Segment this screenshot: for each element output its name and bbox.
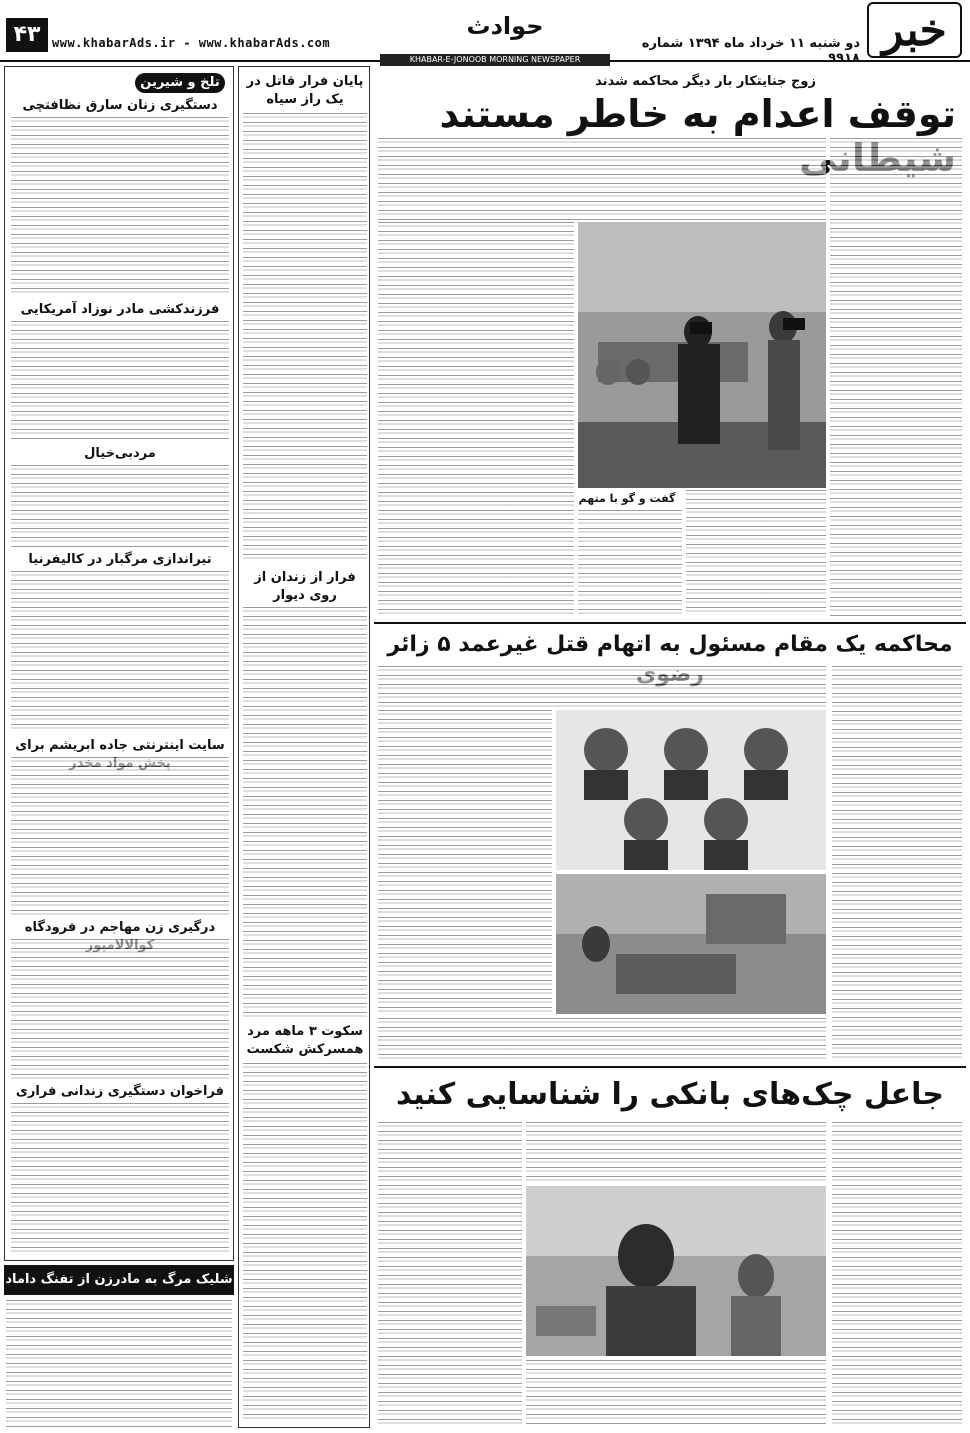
middle-title-1: پایان فرار قاتل در یک راز سیاه xyxy=(246,74,364,107)
lead-body-col-4 xyxy=(578,510,682,616)
sidebar-item-title: تیراندازی مرگبار در کالیفرنیا xyxy=(28,552,212,567)
lead-headline: توقف اعدام به خاطر مستند xyxy=(439,92,956,136)
accident-scene-image xyxy=(556,874,826,1014)
second-headline: محاکمه یک مقام مسئول به اتهام قتل غیرعمد ۵ زائر xyxy=(387,632,953,657)
middle-title-3: سکوت ۳ ماهه مرد همسر‌کش شکست xyxy=(246,1024,364,1057)
second-body-col-2 xyxy=(378,710,552,1014)
lead-body-top xyxy=(378,138,826,220)
lead-body-col-1 xyxy=(830,138,962,616)
sidebar-item-body xyxy=(11,117,229,297)
third-body-top xyxy=(526,1122,826,1182)
second-body-bottom xyxy=(378,1018,826,1062)
second-body-col-1 xyxy=(832,666,962,1062)
sidebar-item-body xyxy=(11,571,229,733)
middle-body-2 xyxy=(243,607,367,1017)
third-story xyxy=(374,1070,966,1428)
sidebar-item-title: فرزندکشی مادر نوزاد آمریکایی xyxy=(20,302,220,317)
third-body-col-2 xyxy=(378,1122,522,1424)
victims-photo xyxy=(556,710,826,870)
sidebar-bottom-headline: شلیک مرگ به مادرزن از تفنگ داماد xyxy=(4,1265,234,1295)
courtroom-photo-image xyxy=(578,222,826,488)
courtroom-photo xyxy=(578,222,826,488)
sidebar-item-title: درگیری زن مهاجم در فرودگاه xyxy=(24,920,216,935)
sidebar-column xyxy=(4,66,234,1261)
sidebar-item-body xyxy=(11,321,229,441)
middle-title-2: فرار از زندان از روی دیوار xyxy=(254,570,356,603)
newspaper-logo xyxy=(867,2,962,58)
third-body-bottom xyxy=(526,1360,826,1424)
sidebar-item-title: مردبی‌خیال xyxy=(84,446,156,461)
divider xyxy=(374,622,966,624)
masthead xyxy=(0,0,970,66)
section-title: حوادث xyxy=(466,12,544,40)
date-line: دو شنبه ۱۱ خرداد ماه ۱۳۹۴ شماره ۹۹۱۸ xyxy=(641,36,860,66)
third-headline: جاعل چک‌های بانکی را شناسایی کنید xyxy=(395,1077,945,1112)
second-body-top xyxy=(378,666,826,708)
suspect-photo-image xyxy=(526,1186,826,1356)
sidebar-item-body xyxy=(11,465,229,547)
lead-body-col-3 xyxy=(686,490,826,616)
accident-scene-photo xyxy=(556,874,826,1014)
suspect-photo xyxy=(526,1186,826,1356)
website-url[interactable]: www.khabarAds.ir - www.khabarAds.com xyxy=(52,36,331,50)
sidebar-item-title: فراخوان دستگیری زندانی فراری xyxy=(15,1084,225,1099)
second-story xyxy=(374,626,966,1066)
lead-body-col-2 xyxy=(378,222,574,616)
middle-column xyxy=(238,66,370,1428)
page-number: ۴۳ xyxy=(6,18,48,52)
middle-body-1 xyxy=(243,113,367,563)
logo-text: خبر xyxy=(882,5,947,56)
sidebar-item-title: سایت اینترنتی جاده ابریشم برای xyxy=(15,738,225,753)
sidebar-bottom-body xyxy=(6,1300,232,1428)
third-body-col-1 xyxy=(832,1122,962,1424)
sidebar-box-title: تلخ و شیرین xyxy=(135,73,225,93)
victims-photo-image xyxy=(556,710,826,870)
middle-body-3 xyxy=(243,1063,367,1423)
sidebar-item-title: دستگیری زنان سارق نظافتچی xyxy=(22,98,218,113)
divider xyxy=(374,1066,966,1068)
lead-kicker: زوج جنایتکار بار دیگر محاکمه شدند xyxy=(595,74,816,89)
lead-story xyxy=(374,66,966,621)
masthead-strip: KHABAR-E-JONOOB MORNING NEWSPAPER xyxy=(380,54,610,66)
sidebar-item-body xyxy=(11,1103,229,1253)
sidebar-item-body xyxy=(11,757,229,915)
sidebar-item-body xyxy=(11,939,229,1079)
lead-subhead: گفت و گو با متهم xyxy=(578,492,676,505)
